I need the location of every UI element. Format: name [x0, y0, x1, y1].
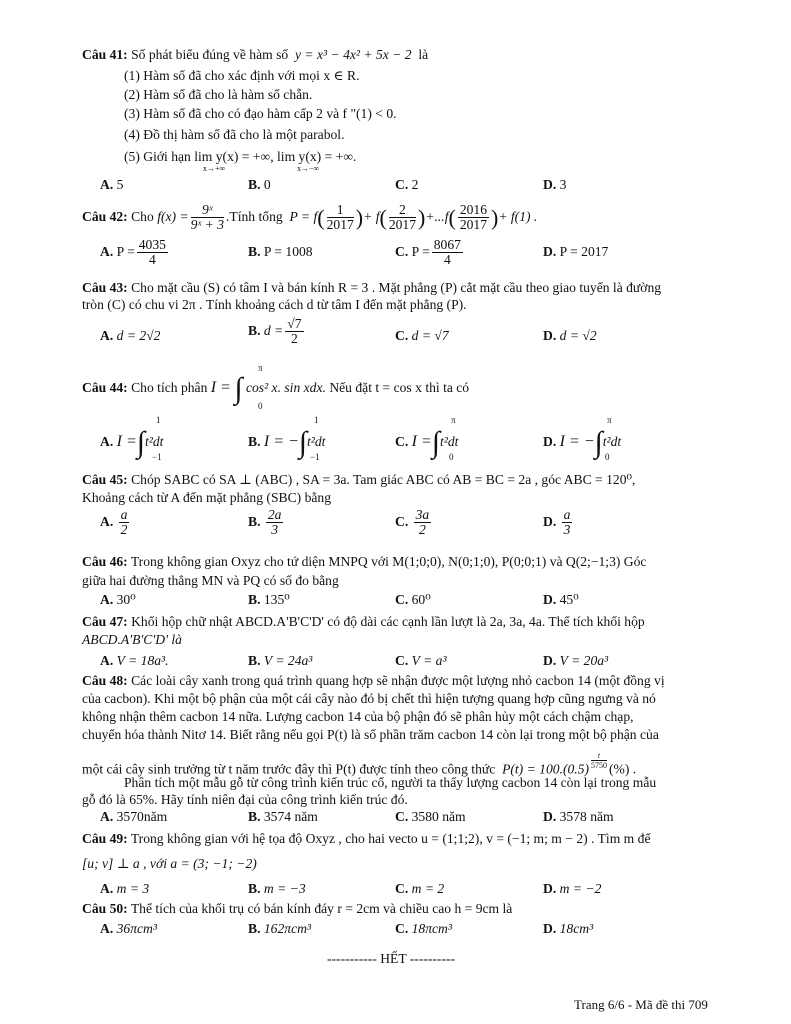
q45-stem [82, 471, 635, 488]
q41-statement: (5) Giới hạn lim y(x) = +∞, lim y(x) = +∞. [124, 149, 357, 164]
formula: (%) . [609, 761, 637, 777]
integral-lower: −1 [152, 452, 162, 462]
integral-upper: π [258, 363, 263, 373]
q50-option-b: B. 162πcm³ [248, 921, 312, 936]
q50-option-d: D. 18cm³ [543, 921, 594, 936]
formula: f(x) = [157, 209, 189, 224]
q41-option-a: A. 5 [100, 177, 124, 192]
question-text: Trong không gian với hệ tọa độ Oxyz , cho hai vecto u = (1;1;2), v = (−1; m; m − 2) . Tìm m để [130, 831, 651, 846]
question-label: Câu 42: [82, 209, 128, 224]
q42-option-a: A. P = $\frac{4035}{4}$ [100, 237, 166, 268]
q48-text: chuyển hóa thành Nitơ 14. Biết rằng nếu gọi P(t) là số phần trăm cacbon 14 còn lại trong một bộ phận của [82, 727, 659, 742]
q43-option-b: B. d = $\frac{√7}{2}$ [248, 316, 302, 347]
formula: P = f [289, 209, 318, 224]
q46-option-d: D. 45⁰ [543, 592, 579, 607]
q50-option-c: C. 18πcm³ [395, 921, 452, 936]
q46-stem-2: giữa hai đường thẳng MN và PQ có số đo bằng [82, 573, 339, 588]
end-marker: ----------- HẾT ---------- [327, 951, 456, 966]
q45-stem-2: Khoảng cách từ A đến mặt phẳng (SBC) bằng [82, 490, 331, 505]
question-text: Thể tích của khối trụ có bán kính đáy r = 2cm và chiều cao h = 9cm là [130, 901, 513, 916]
formula: cos² x. sin xdx. [245, 380, 326, 395]
q48-option-c: C. 3580 năm [395, 809, 466, 824]
integral-upper: π [607, 415, 612, 425]
fraction: $\frac{1}{2017}$ [326, 202, 354, 233]
q42-option-b: B. P = 1008 [248, 244, 313, 259]
q44-option-c: C. I =∫t²dt [395, 425, 459, 459]
question-label: Câu 43: [82, 280, 128, 295]
limit-sub: x→+∞ [203, 164, 226, 173]
question-text: Cho [131, 209, 154, 224]
question-label: Câu 41: [82, 47, 128, 62]
q45-option-c: C. $\frac{3a}{2}$ [395, 507, 430, 538]
question-text: Chóp SABC có SA ⊥ (ABC) , SA = 3a. Tam giác ABC có AB = BC = 2a , góc ABC = 120⁰, [131, 472, 636, 487]
integral-upper: 1 [314, 415, 319, 425]
q48-text: của cacbon). Khi một bộ phận của một cái cây nào đó bị chết thì hiện tượng quang hợp cũng ngưng và nó [82, 691, 656, 706]
q49-stem-2: [u; v] ⊥ a , với a = (3; −1; −2) [82, 856, 257, 871]
formula: P(t) = 100.(0.5) [502, 761, 590, 777]
integral-upper: 1 [156, 415, 161, 425]
q48-text: không nhận thêm cacbon 14 nữa. Lượng cacbon 14 của bộ phận đó sẽ phân hủy một cách chậm chạp, [82, 709, 634, 724]
q42-stem: Câu 42: Cho f(x) = $\frac{\text{9ˣ}}{\text{9ˣ + 3}}$ .Tính tổng P = f( $\frac{1}{2017}$ )+ f( $\frac{2}{2017}$ )+...f( $\frac{2016}{2017}$ )+ f(1) . [82, 202, 538, 233]
integral-upper: π [451, 415, 456, 425]
question-label: Câu 48: [82, 673, 128, 688]
q47-option-c: C. V = a³ [395, 653, 447, 668]
q44-option-b: B. I = −∫t²dt [248, 425, 326, 459]
q45-option-b: B. $\frac{2a}{3}$ [248, 507, 282, 538]
q49-stem [82, 830, 650, 847]
question-text: Số phát biểu đúng về hàm số [131, 47, 289, 62]
q47-stem-2: ABCD.A'B'C'D' là [82, 632, 182, 647]
integral-sign: ∫ [234, 371, 243, 405]
integral-lower: −1 [310, 452, 320, 462]
q46-stem [82, 553, 646, 570]
question-text: Cho tích phân [131, 380, 208, 395]
q47-option-d: D. V = 20a³ [543, 653, 609, 668]
q46-option-b: B. 135⁰ [248, 592, 290, 607]
question-label: Câu 50: [82, 901, 128, 916]
q45-option-a: A. $\frac{a}{2}$ [100, 507, 128, 538]
formula: y = x³ − 4x² + 5x − 2 [294, 47, 412, 62]
q41-statement: (3) Hàm số đã cho có đạo hàm cấp 2 và f "(1) < 0. [124, 106, 397, 121]
q46-option-a: A. 30⁰ [100, 592, 136, 607]
question-label: Câu 45: [82, 472, 128, 487]
q49-option-d: D. m = −2 [543, 881, 602, 896]
question-label: Câu 47: [82, 614, 128, 629]
question-text: Trong không gian Oxyz cho tứ diện MNPQ với M(1;0;0), N(0;1;0), P(0;0;1) và Q(2;−1;3) Góc [130, 554, 647, 569]
question-text: Các loài cây xanh trong quá trình quang hợp sẽ nhận được một lượng nhỏ cacbon 14 (một đồng vị [131, 673, 665, 688]
integral-lower: 0 [258, 401, 263, 411]
q50-stem [82, 900, 512, 917]
question-label: Câu 46: [82, 554, 128, 569]
integral-lower: 0 [605, 452, 610, 462]
q41-statement: (1) Hàm số đã cho xác định với mọi x ∈ R. [124, 68, 360, 83]
q46-option-c: C. 60⁰ [395, 592, 431, 607]
q42-option-c: C. P = $\frac{8067}{4}$ [395, 237, 461, 268]
fraction: $\frac{2016}{2017}$ [459, 202, 487, 233]
q48-text: Phân tích một mẫu gỗ từ công trình kiến trúc cổ, người ta thấy lượng cacbon 14 còn lại trong mẫu [124, 775, 657, 790]
question-text: là [418, 47, 429, 62]
q49-option-b: B. m = −3 [248, 881, 306, 896]
q43-stem [82, 279, 661, 296]
q43-stem-2: tròn (C) có chu vi 2π . Tính khoảng cách d từ tâm I đến mặt phẳng (P). [82, 297, 467, 312]
q47-option-a: A. V = 18a³. [100, 653, 169, 668]
q44-stem [82, 371, 470, 405]
q49-option-a: A. m = 3 [100, 881, 150, 896]
q41-option-b: B. 0 [248, 177, 271, 192]
limit-sub: x→−∞ [297, 164, 320, 173]
formula: I = [210, 379, 231, 396]
q41-statement: (2) Hàm số đã cho là hàm số chẵn. [124, 87, 313, 102]
q48-option-a: A. 3570năm [100, 809, 168, 824]
q48-option-b: B. 3574 năm [248, 809, 318, 824]
question-text: một cái cây sinh trưởng từ t năm trước đây thì P(t) được tính theo công thức [82, 761, 496, 777]
q41-stem [82, 46, 428, 63]
page-footer: Trang 6/6 - Mã đề thi 709 [574, 997, 708, 1012]
q47-option-b: B. V = 24a³ [248, 653, 313, 668]
question-label: Câu 44: [82, 380, 128, 395]
q50-option-a: A. 36πcm³ [100, 921, 157, 936]
q48-text: gỗ đó là 65%. Hãy tính niên đại của công trình kiến trúc đó. [82, 792, 408, 807]
question-text: Cho mặt cầu (S) có tâm I và bán kính R = 3 . Mặt phẳng (P) cắt mặt cầu theo giao tuyến là đường [131, 280, 662, 295]
q43-option-c: C. d = √7 [395, 328, 449, 343]
fraction: $\frac{\text{9ˣ}}{\text{9ˣ + 3}}$ [190, 202, 225, 233]
q41-option-d: D. 3 [543, 177, 567, 192]
q49-option-c: C. m = 2 [395, 881, 445, 896]
question-text: Nếu đặt t = cos x thì ta có [329, 380, 470, 395]
question-text: Khối hộp chữ nhật ABCD.A'B'C'D' có độ dài các cạnh lần lượt là 2a, 3a, 4a. Thể tích khối hộp [131, 614, 645, 629]
q42-option-d: D. P = 2017 [543, 244, 609, 259]
integral-lower: 0 [449, 452, 454, 462]
exponent-fraction: $\frac{t}{5750}$ [591, 751, 608, 770]
q43-option-a: A. d = 2√2 [100, 328, 161, 343]
q48-stem [82, 672, 665, 689]
q47-stem [82, 613, 645, 630]
question-label: Câu 49: [82, 831, 128, 846]
q43-option-d: D. d = √2 [543, 328, 597, 343]
q44-option-d: D. I = −∫t²dt [543, 425, 622, 459]
fraction: $\frac{2}{2017}$ [388, 202, 416, 233]
q44-option-a: A. I =∫t²dt [100, 425, 164, 459]
q41-option-c: C. 2 [395, 177, 419, 192]
q45-option-d: D. $\frac{a}{3}$ [543, 507, 571, 538]
question-text: .Tính tổng [226, 209, 283, 224]
q48-option-d: D. 3578 năm [543, 809, 614, 824]
q41-statement: (4) Đồ thị hàm số đã cho là một parabol. [124, 127, 345, 142]
